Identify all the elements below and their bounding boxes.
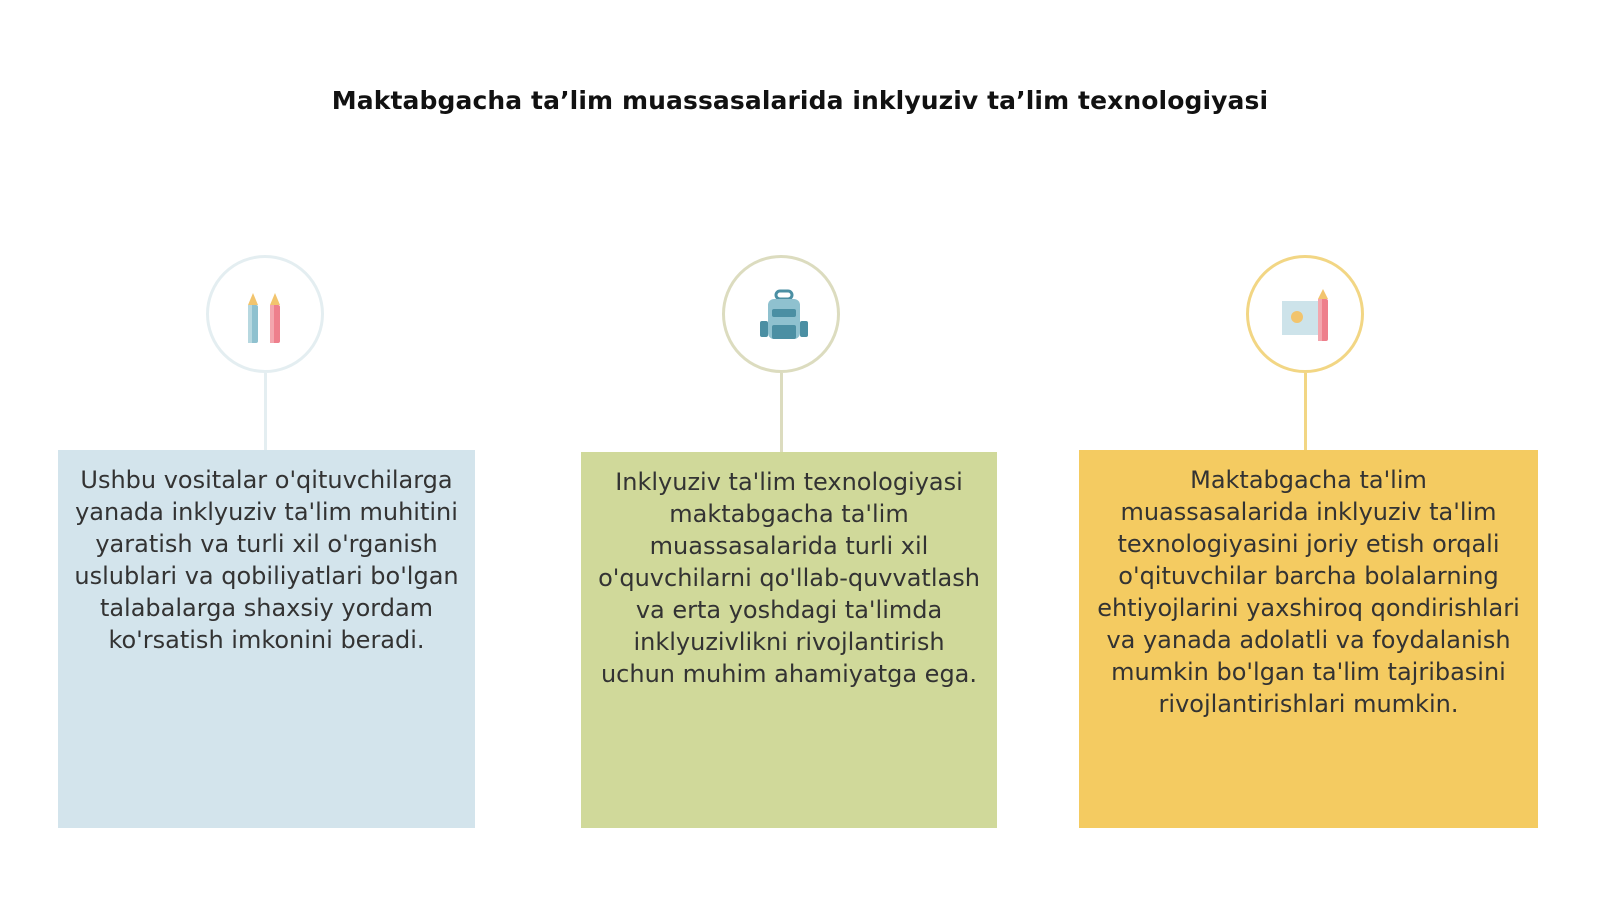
picture-pencil-icon bbox=[1278, 287, 1338, 347]
card-1-text: Ushbu vositalar o'qituvchilarga yanada inklyuziv ta'lim muhitini yaratish va turli xil o'rganish uslublari va qobiliyatlari bo'lgan talabalarga shaxsiy yordam ko'rsatish imkonini beradi. bbox=[74, 466, 459, 654]
card-2-text: Inklyuziv ta'lim texnologiyasi maktabgacha ta'lim muassasalarida turli xil o'quvchilarni qo'llab-quvvatlash va erta yoshdagi ta'limda inklyuzivlikni rivojlantirish uchun muhim ahamiyatga ega. bbox=[598, 468, 980, 688]
icon-circle-1 bbox=[206, 255, 324, 373]
icon-circle-3 bbox=[1246, 255, 1364, 373]
connector-2 bbox=[780, 373, 783, 452]
card-1 bbox=[58, 450, 475, 828]
connector-3 bbox=[1304, 373, 1307, 450]
card-3-text: Maktabgacha ta'lim muassasalarida inklyuziv ta'lim texnologiyasini joriy etish orqali o'qituvchilar barcha bolalarning ehtiyojlarini yaxshiroq qondirishlari va yanada adolatli va foydalanish mumkin bo'lgan ta'lim tajribasini rivojlantirishlari mumkin. bbox=[1097, 466, 1520, 718]
card-2 bbox=[581, 452, 997, 828]
card-3 bbox=[1079, 450, 1538, 828]
backpack-icon bbox=[754, 287, 814, 347]
connector-1 bbox=[264, 373, 267, 450]
pencils-icon bbox=[238, 287, 298, 347]
icon-circle-2 bbox=[722, 255, 840, 373]
page-title: Maktabgacha ta’lim muassasalarida inklyuziv ta’lim texnologiyasi bbox=[331, 86, 1269, 115]
